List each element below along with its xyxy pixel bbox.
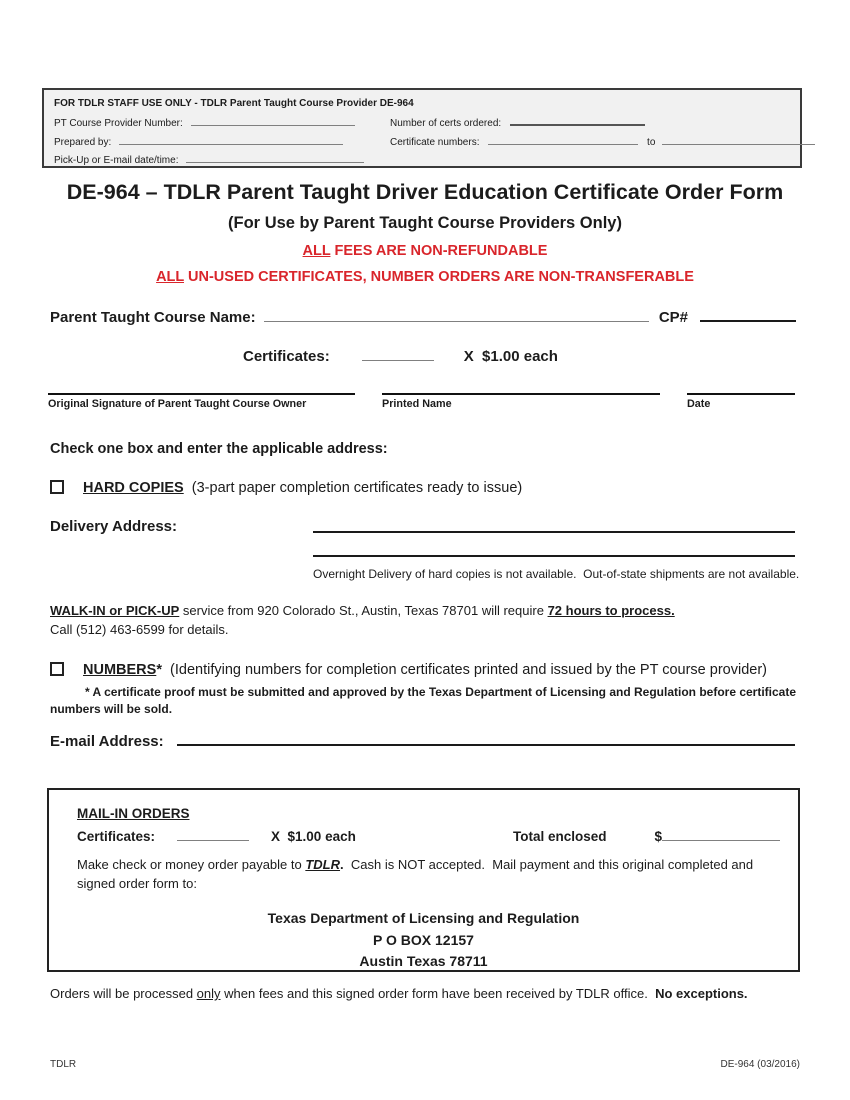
certs-ordered-label: Number of certs ordered: [390,118,502,129]
check-one-box-heading: Check one box and enter the applicable address: [50,441,388,457]
certificate-numbers-label: Certificate numbers: [390,137,480,148]
mailin-certificates-label: Certificates: [77,829,156,844]
signature-label: Original Signature of Parent Taught Course Owner [48,398,307,410]
certificates-row [243,348,558,365]
orders-processed-note [50,986,798,1001]
numbers-label-text: NUMBERS [83,662,157,678]
email-field[interactable] [177,744,795,746]
signature-row [48,393,795,410]
date-field[interactable] [687,393,795,410]
check-post: Cash is NOT accepted. Mail payment and this original completed and signed order form to: [77,857,757,891]
orders-no-exceptions: No exceptions. [655,986,748,1001]
hard-copies-checkbox[interactable] [50,480,64,494]
total-enclosed-field[interactable] [662,840,780,841]
warning-fees [0,243,850,259]
pickup-datetime-label: Pick-Up or E-mail date/time: [54,155,179,166]
email-label: E-mail Address: [50,733,164,750]
pt-provider-number-label: PT Course Provider Number: [54,118,183,129]
mailin-heading: MAIL-IN ORDERS [77,806,190,821]
course-name-row [50,309,796,326]
numbers-checkbox[interactable] [50,662,64,676]
orders-post: when fees and this signed order form have been received by TDLR office. [220,986,656,1001]
certificates-quantity-field[interactable] [362,360,434,361]
course-name-label: Parent Taught Course Name: [50,309,256,326]
mailin-orders-box [47,788,800,972]
delivery-note: Overnight Delivery of hard copies is not available. Out-of-state shipments are not available. [313,567,800,581]
walkin-bold1: WALK-IN or PICK-UP [50,603,180,618]
walkin-mid: service from 920 Colorado St., Austin, Texas 78701 will require [179,603,548,618]
footer-left: TDLR [50,1059,77,1070]
cp-number-label: CP# [658,309,688,326]
staff-box-title: FOR TDLR STAFF USE ONLY - TDLR Parent Taught Course Provider DE-964 [54,98,414,109]
numbers-row [50,660,767,678]
printed-name-field[interactable] [382,393,660,410]
walkin-line2: Call (512) 463-6599 for details. [50,621,229,637]
total-enclosed-label: Total enclosed [513,829,607,844]
hard-copies-label: HARD COPIES [83,480,184,496]
numbers-label [83,662,162,678]
warning-certs-all: ALL [156,269,184,285]
check-pre: Make check or money order payable to [77,857,306,872]
pt-provider-number-field[interactable] [191,125,355,126]
prepared-by-field[interactable] [119,144,343,145]
certificates-price-label: X $1.00 each [463,348,558,365]
mailing-address-line1: Texas Department of Licensing and Regulation [267,910,580,926]
cp-number-field[interactable] [700,320,796,322]
mailin-total-row [513,829,780,844]
email-row [50,733,795,750]
numbers-note: * A certificate proof must be submitted and approved by the Texas Department of Licensing and Regulation before certificate numbers will be sold. [50,685,797,716]
date-label: Date [687,398,711,410]
delivery-address-label: Delivery Address: [50,518,178,535]
mailin-certificates-row [77,829,356,844]
check-period: . [340,857,344,872]
course-name-field[interactable] [264,321,649,322]
printed-name-label: Printed Name [382,398,452,410]
hard-copies-row [50,478,522,496]
pickup-datetime-field[interactable] [186,162,364,163]
walkin-line1 [50,602,690,621]
to-label: to [647,137,656,148]
numbers-desc: (Identifying numbers for completion certificates printed and issued by the PT course provider) [161,662,767,678]
warning-certs [0,269,850,285]
mailin-certificates-quantity-field[interactable] [177,840,249,841]
certificates-label: Certificates: [243,348,330,365]
mailing-address-line3: Austin Texas 78711 [359,953,488,970]
mailin-price-label: X $1.00 each [271,829,356,844]
walkin-paragraph [50,602,690,640]
prepared-by-label: Prepared by: [54,137,112,148]
orders-only: only [196,986,221,1001]
delivery-address-line2[interactable] [313,540,795,557]
hard-copies-desc: (3-part paper completion certificates ready to issue) [183,480,523,496]
warning-fees-rest: FEES ARE NON-REFUNDABLE [330,243,548,259]
staff-use-box [42,88,802,168]
page-title: DE-964 – TDLR Parent Taught Driver Education Certificate Order Form [66,180,784,204]
certificate-numbers-from-field[interactable] [488,144,638,145]
page-subtitle: (For Use by Parent Taught Course Providers Only) [228,214,622,232]
footer-right: DE-964 (03/2016) [720,1059,800,1070]
certificate-numbers-to-field[interactable] [662,144,815,145]
warning-certs-rest: UN-USED CERTIFICATES, NUMBER ORDERS ARE NON-TRANSFERABLE [184,269,694,285]
dollar-sign: $ [654,829,663,844]
numbers-asterisk: * [156,662,162,678]
signature-field[interactable] [48,393,355,410]
warning-fees-all: ALL [302,243,331,259]
certs-ordered-field[interactable] [510,124,645,126]
orders-pre: Orders will be processed [50,986,197,1001]
walkin-bold2: 72 hours to process. [547,603,675,618]
delivery-address-line1[interactable] [313,516,795,533]
check-tdlr: TDLR [305,857,341,872]
mailing-address-line2: P O BOX 12157 [373,931,474,948]
make-check-paragraph [77,856,783,894]
mailing-address-block [49,908,798,973]
